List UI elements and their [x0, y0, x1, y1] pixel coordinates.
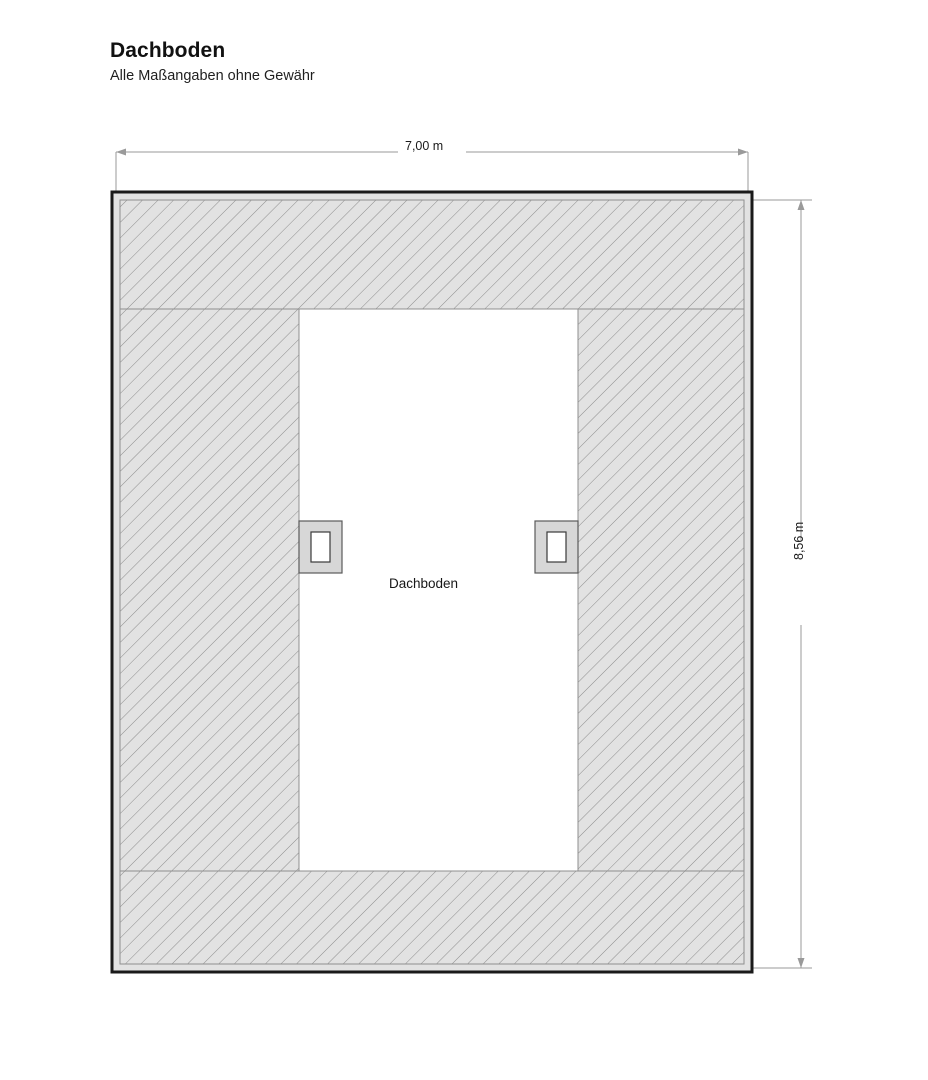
dimension-label-width: 7,00 m	[405, 139, 444, 153]
room-label-dachboden: Dachboden	[389, 576, 459, 591]
chimney-left	[299, 521, 342, 573]
page-title: Dachboden	[110, 39, 226, 62]
dimension-right	[748, 200, 812, 968]
page-subtitle: Alle Maßangaben ohne Gewähr	[110, 68, 315, 84]
dimension-label-height: 8,56 m	[792, 521, 806, 560]
chimney-right	[535, 521, 578, 573]
